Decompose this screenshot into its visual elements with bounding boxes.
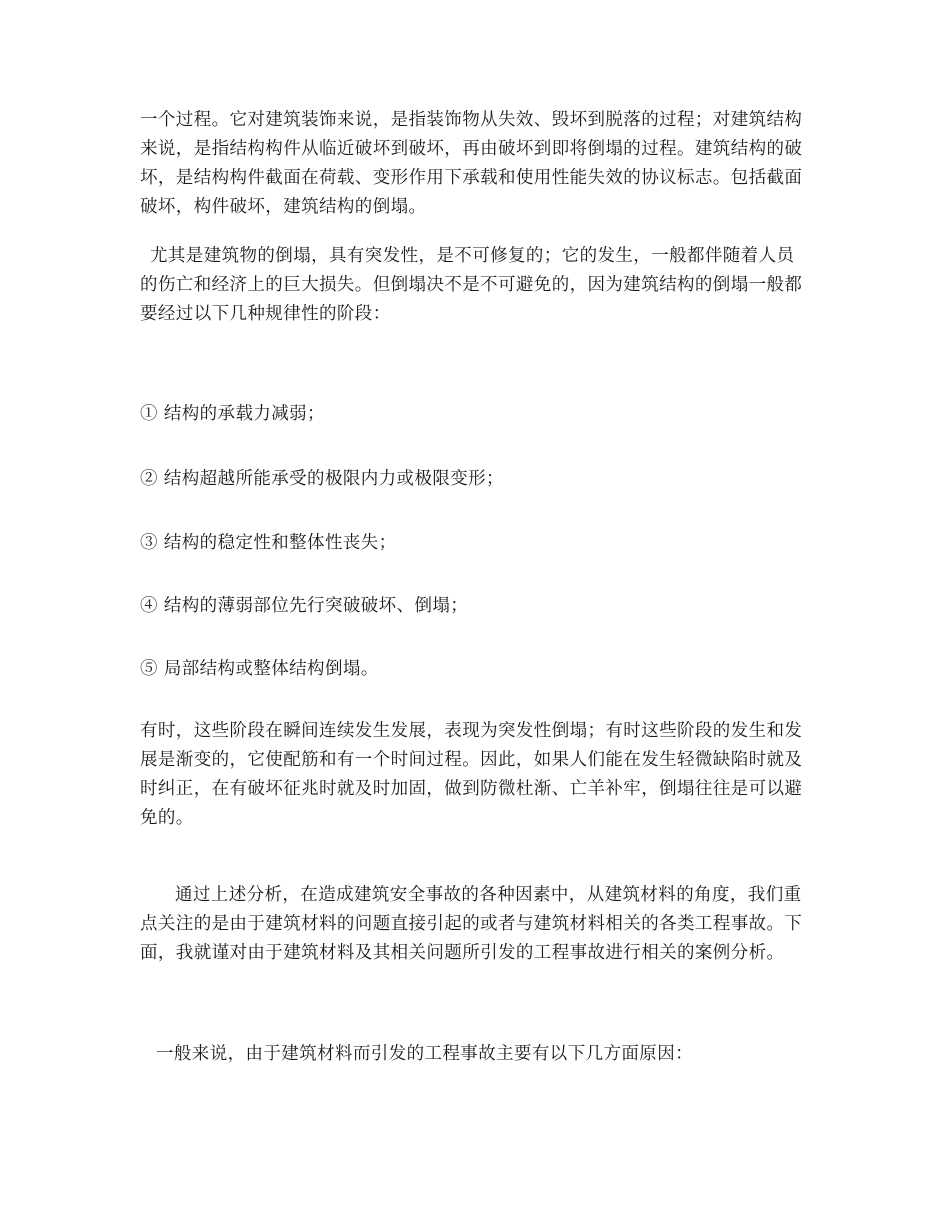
paragraph-prevention: 有时，这些阶段在瞬间连续发生发展，表现为突发性倒塌；有时这些阶段的发生和发展是渐变的，它使配筋和有一个时间过程。因此，如果人们能在发生轻微缺陷时就及时纠正，在有破坏征兆时就及时加固，做到防微杜渐、亡羊补牢，倒塌往往是可以避免的。 bbox=[140, 721, 803, 828]
list-item-stage-5: ⑤ 局部结构或整体结构倒塌。 bbox=[140, 659, 379, 679]
paragraph-failure-process: 一个过程。它对建筑装饰来说，是指装饰物从失效、毁坏到脱落的过程；对建筑结构来说，是指结构构件从临近破坏到破坏，再由破坏到即将倒塌的过程。建筑结构的破坏，是结构构件截面在荷载、变形作用下承载和使用性能失效的协议标志。包括截面破坏，构件破坏，建筑结构的倒塌。 bbox=[140, 110, 803, 217]
paragraph-analysis: 通过上述分析，在造成建筑安全事故的各种因素中，从建筑材料的角度，我们重点关注的是由于建筑材料的问题直接引起的或者与建筑材料相关的各类工程事故。下面，我就谨对由于建筑材料及其相关问题所引发的工程事故进行相关的案例分析。 bbox=[140, 885, 803, 963]
list-item-stage-1: ① 结构的承载力减弱； bbox=[140, 404, 325, 424]
list-item-stage-3: ③ 结构的稳定性和整体性丧失； bbox=[140, 533, 397, 553]
paragraph-collapse-intro: 尤其是建筑物的倒塌，具有突发性，是不可修复的；它的发生，一般都伴随着人员的伤亡和经济上的巨大损失。但倒塌决不是不可避免的，因为建筑结构的倒塌一般都要经过以下几种规律性的阶段： bbox=[140, 246, 803, 324]
list-item-stage-2: ② 结构超越所能承受的极限内力或极限变形； bbox=[140, 469, 504, 489]
list-item-stage-4: ④ 结构的薄弱部位先行突破破坏、倒塌； bbox=[140, 596, 469, 616]
paragraph-causes-intro: 一般来说，由于建筑材料而引发的工程事故主要有以下几方面原因： bbox=[156, 1044, 693, 1064]
